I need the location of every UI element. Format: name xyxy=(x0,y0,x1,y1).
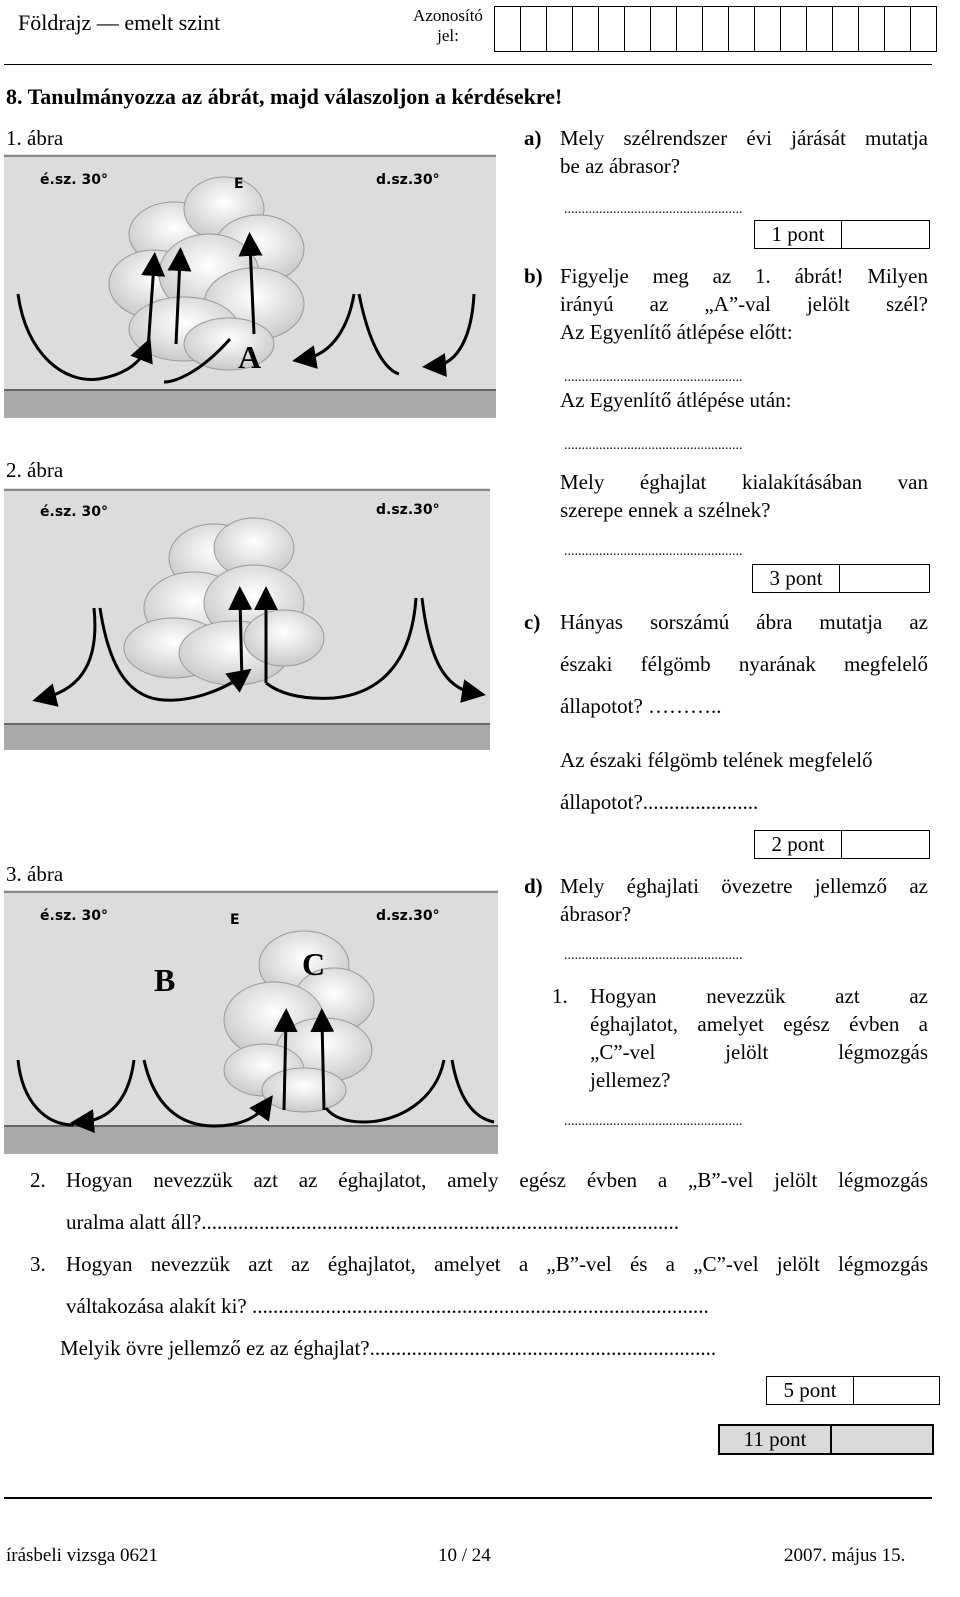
footer-date: 2007. május 15. xyxy=(784,1545,906,1566)
question-a-score-box xyxy=(754,220,930,249)
wind-a-label: A xyxy=(238,339,262,375)
lat-north-label: é.sz. 30° xyxy=(40,908,108,924)
id-label-line2: jel: xyxy=(437,26,459,45)
question-d2-answer[interactable]: uralma alatt áll?........................................................................................... xyxy=(66,1210,680,1234)
footer-rule xyxy=(4,1497,932,1499)
air-movement-b-label: B xyxy=(154,962,176,998)
footer-page-number: 10 / 24 xyxy=(438,1545,491,1566)
question-d-points: 5 pont xyxy=(767,1377,854,1404)
question-d-marker: d) xyxy=(524,874,543,898)
id-label-line1: Azonosító xyxy=(413,6,483,25)
question-b-line3: Az Egyenlítő átlépése előtt: xyxy=(560,320,793,344)
question-c-score-field[interactable] xyxy=(842,831,929,858)
question-c-line3: állapotot? ……….. xyxy=(560,694,722,718)
question-d-answer-1[interactable]: ................................................... xyxy=(564,948,743,963)
total-points: 11 pont xyxy=(720,1426,832,1453)
figure-1-drawing xyxy=(4,154,496,418)
figure-2 xyxy=(4,488,490,750)
question-d-line1: Mely éghajlati övezetre jellemző az xyxy=(560,874,928,898)
footer-exam-code: írásbeli vizsga 0621 xyxy=(6,1545,158,1566)
question-d-score-box xyxy=(766,1376,940,1405)
question-c-line2: északi félgömb nyarának megfelelő xyxy=(560,652,928,676)
question-a-line2: be az ábrasor? xyxy=(560,154,681,178)
air-movement-c-label: C xyxy=(302,946,326,982)
question-b-score-box xyxy=(752,564,930,593)
question-a-line1: Mely szélrendszer évi járását mutatja xyxy=(560,126,928,150)
total-score-box xyxy=(718,1424,934,1455)
lat-north-label: é.sz. 30° xyxy=(40,504,108,520)
question-d1-line4: jellemez? xyxy=(590,1068,671,1092)
question-a-score-field[interactable] xyxy=(842,221,929,248)
equator-label: E xyxy=(234,176,244,192)
question-d2-line1: Hogyan nevezzük azt az éghajlatot, amely egész évben a „B”-vel jelölt légmozgás xyxy=(66,1168,928,1192)
question-b-line5: Mely éghajlat kialakításában van xyxy=(560,470,928,494)
question-d2-number: 2. xyxy=(30,1168,46,1192)
question-d1-line2: éghajlatot, amelyet egész évben a xyxy=(590,1012,928,1036)
total-score-field[interactable] xyxy=(832,1426,932,1453)
question-b-points: 3 pont xyxy=(753,565,840,592)
figure-1-caption: 1. ábra xyxy=(6,126,64,150)
question-b-line6: szerepe ennek a szélnek? xyxy=(560,498,771,522)
question-c-marker: c) xyxy=(524,610,541,634)
equator-label: E xyxy=(230,912,240,928)
lat-south-label: d.sz.30° xyxy=(376,502,440,518)
question-d3-answer-2[interactable]: Melyik övre jellemző ez az éghajlat?.................................................................. xyxy=(60,1336,717,1360)
figure-1 xyxy=(4,154,496,418)
question-a-answer[interactable]: ................................................... xyxy=(564,202,743,217)
question-b-answer-2[interactable]: ................................................... xyxy=(564,438,743,453)
figure-3-caption: 3. ábra xyxy=(6,862,64,886)
exam-title: Földrajz — emelt szint xyxy=(18,10,221,35)
question-c-score-box xyxy=(754,830,930,859)
question-d3-answer-1[interactable]: váltakozása alakít ki? ....................................................................................... xyxy=(66,1294,709,1318)
lat-south-label: d.sz.30° xyxy=(376,172,440,188)
task-heading: 8. Tanulmányozza az ábrát, majd válaszoljon a kérdésekre! xyxy=(6,84,563,109)
question-a-points: 1 pont xyxy=(755,221,842,248)
figure-2-drawing xyxy=(4,488,490,750)
question-b-score-field[interactable] xyxy=(840,565,929,592)
lat-south-label: d.sz.30° xyxy=(376,908,440,924)
question-b-line1: Figyelje meg az 1. ábrát! Milyen xyxy=(560,264,928,288)
question-a-marker: a) xyxy=(524,126,542,150)
question-b-marker: b) xyxy=(524,264,543,288)
question-b-line4: Az Egyenlítő átlépése után: xyxy=(560,388,792,412)
header-rule xyxy=(4,64,932,65)
question-d-line2: ábrasor? xyxy=(560,902,632,926)
question-b-line2: irányú az „A”-val jelölt szél? xyxy=(560,292,928,316)
question-d1-line3: „C”-vel jelölt légmozgás xyxy=(590,1040,928,1064)
question-c-line1: Hányas sorszámú ábra mutatja az xyxy=(560,610,928,634)
question-c-line4: Az északi félgömb telének megfelelő xyxy=(560,748,873,772)
lat-north-label: é.sz. 30° xyxy=(40,172,108,188)
id-label xyxy=(408,6,488,46)
question-d-score-field[interactable] xyxy=(854,1377,939,1404)
figure-2-caption: 2. ábra xyxy=(6,458,64,482)
question-d1-line1: Hogyan nevezzük azt az xyxy=(590,984,928,1008)
question-b-answer-3[interactable]: ................................................... xyxy=(564,544,743,559)
figure-3 xyxy=(4,890,498,1154)
figure-3-drawing xyxy=(4,890,498,1154)
question-d1-answer[interactable]: ................................................... xyxy=(564,1114,743,1129)
question-d3-line1: Hogyan nevezzük azt az éghajlatot, amelyet a „B”-vel és a „C”-vel jelölt légmozgás xyxy=(66,1252,928,1276)
question-b-answer-1[interactable]: ................................................... xyxy=(564,370,743,385)
id-boxes[interactable] xyxy=(494,6,937,52)
question-d3-number: 3. xyxy=(30,1252,46,1276)
question-c-points: 2 pont xyxy=(755,831,842,858)
question-d1-number: 1. xyxy=(552,984,568,1008)
question-c-line5: állapotot?...................... xyxy=(560,790,759,814)
